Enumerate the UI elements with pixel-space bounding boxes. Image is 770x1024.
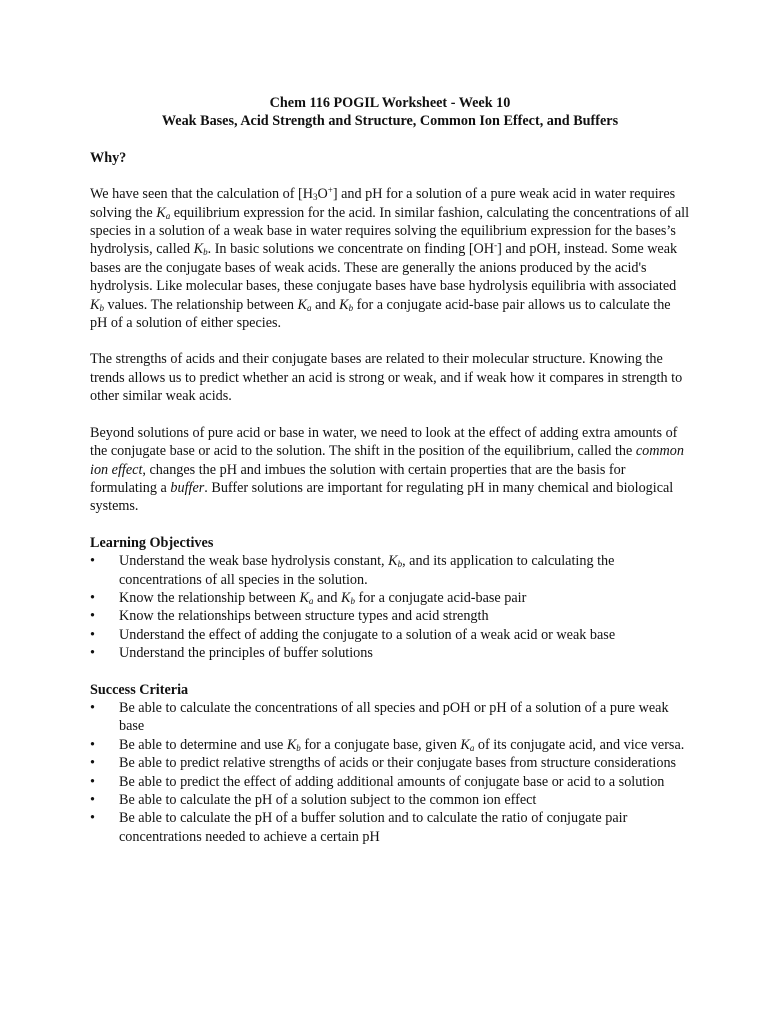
list-item: • Be able to calculate the pH of a solution subject to the common ion effect	[90, 791, 690, 809]
common-ion-effect-term: common ion effect	[90, 443, 684, 478]
list-item: • Know the relationships between structure types and acid strength	[90, 607, 690, 625]
kb-subscript: b	[203, 247, 208, 258]
p1-text-1: We have seen that the calculation of [H	[90, 186, 314, 203]
kb-symbol: K	[193, 241, 204, 258]
structure-paragraph: The strengths of acids and their conjugate bases are related to their molecular structure. Knowing the trends allows us to predict whether an acid is strong or weak, and if weak how it compares in strength to other similar weak acids.	[90, 351, 683, 405]
ka-subscript: a	[308, 595, 314, 606]
ka-symbol: K	[297, 296, 308, 313]
kb-subscript: b	[296, 742, 301, 753]
list-item: • Be able to predict relative strengths of acids or their conjugate bases from structure considerations	[90, 754, 690, 772]
ka-subscript: a	[165, 210, 171, 221]
lo-2-text-b: and	[313, 589, 342, 606]
kb-symbol: K	[90, 296, 100, 313]
p1-sub-3: 3	[313, 192, 318, 203]
p1-text-6: values. The relationship between	[103, 296, 298, 313]
p1-text-8: for a conjugate acid-base pair allows us to calculate the pH of a solution of either species.	[90, 296, 671, 332]
list-item: • Be able to calculate the pH of a buffer solution and to calculate the ratio of conjugate pair concentrations needed to achieve a certain pH	[90, 809, 690, 846]
p3-text-3: . Buffer solutions are important for regulating pH in many chemical and biological systems.	[90, 479, 674, 515]
lo-2-text-c: for a conjugate acid-base pair	[354, 589, 527, 606]
worksheet-content	[90, 94, 690, 846]
kb-symbol: K	[339, 296, 349, 313]
sc-2-text-b: for a conjugate base, given	[300, 736, 461, 753]
title-line-2: Weak Bases, Acid Strength and Structure, Common Ion Effect, and Buffers	[161, 113, 619, 130]
common-ion-paragraph	[90, 424, 690, 516]
lo-1-text-a: Understand the weak base hydrolysis constant,	[119, 553, 389, 570]
sc-2-text-a: Be able to determine and use	[119, 736, 287, 753]
ka-symbol: K	[460, 736, 470, 753]
lo-2-text-a: Know the relationship between	[119, 589, 300, 606]
why-heading: Why?	[90, 149, 127, 166]
list-item: • Understand the principles of buffer solutions	[90, 644, 690, 662]
p1-text-o: O	[317, 186, 328, 203]
p1-text-5: ] and pOH, instead. Some weak bases are the conjugate bases of weak acids. These are generally the anions produced by the acid's hydrolysis. Like molecular bases, these conjugate bases have base hydrolysis equilibria with associated	[90, 241, 678, 295]
kb-subscript: b	[397, 559, 403, 570]
ka-subscript: a	[307, 302, 312, 313]
ka-subscript: a	[469, 742, 475, 753]
kb-symbol: K	[341, 589, 351, 606]
success-criteria-list	[90, 699, 690, 846]
kb-subscript: b	[99, 302, 104, 313]
kb-subscript: b	[348, 302, 354, 313]
list-item: • Be able to calculate the concentrations of all species and pOH or pH of a solution of a pure weak base	[90, 699, 690, 736]
list-item: • Understand the effect of adding the conjugate to a solution of a weak acid or weak base	[90, 626, 690, 644]
p1-text-7: and	[311, 296, 340, 313]
ka-symbol: K	[299, 589, 309, 606]
title-line-1: Chem 116 POGIL Worksheet - Week 10	[269, 95, 511, 111]
intro-paragraph	[90, 185, 690, 332]
p3-text-2: , changes the pH and imbues the solution with certain properties that are the basis for formulating a	[90, 461, 626, 496]
p1-text-4: . In basic solutions we concentrate on finding [OH	[207, 241, 495, 258]
list-item	[90, 736, 690, 754]
p1-text-3: equilibrium expression for the acid. In similar fashion, calculating the concentrations of all species in a solution of a weak base in water requires solving the equilibrium expression for the bases’s hydrolysis, called	[90, 204, 690, 258]
list-item	[90, 552, 690, 589]
kb-subscript: b	[350, 595, 355, 606]
list-item: • Be able to predict the effect of adding additional amounts of conjugate base or acid to a solution	[90, 773, 690, 791]
list-item	[90, 589, 690, 607]
kb-symbol: K	[388, 553, 398, 570]
success-criteria-heading: Success Criteria	[90, 681, 189, 698]
kb-symbol: K	[286, 736, 297, 753]
p1-sup-plus: +	[327, 185, 333, 196]
p1-sup-minus: -	[494, 240, 498, 251]
buffer-term: buffer	[170, 479, 205, 496]
ka-symbol: K	[156, 204, 166, 221]
p1-text-2: ] and pH for a solution of a pure weak acid in water requires solving the	[90, 186, 676, 221]
sc-2-text-c: of its conjugate acid, and vice versa.	[474, 736, 685, 753]
learning-objectives-heading: Learning Objectives	[90, 534, 214, 551]
learning-objectives-list	[90, 552, 690, 662]
lo-1-text-b: , and its application to calculating the concentrations of all species in the solution.	[119, 553, 615, 588]
p3-text-1: Beyond solutions of pure acid or base in water, we need to look at the effect of adding extra amounts of the conjugate base or acid to the solution. The shift in the position of the equilibrium, called the	[90, 424, 678, 460]
